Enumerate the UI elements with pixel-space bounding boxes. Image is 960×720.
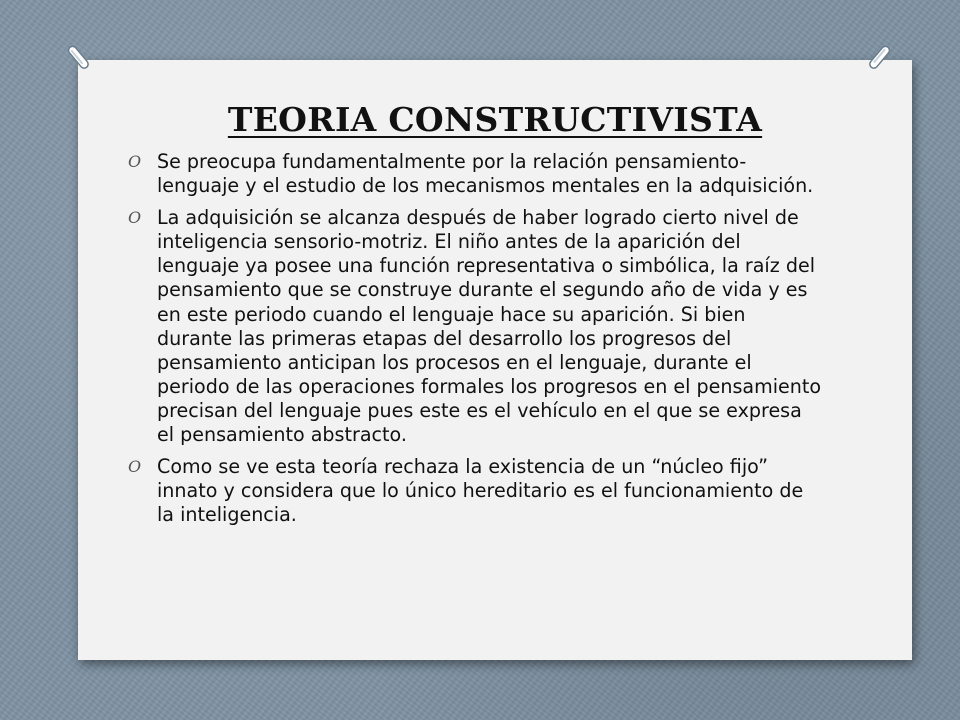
pushpin-icon [864,40,894,80]
bullet-item [124,150,824,198]
bullet-text: La adquisición se alcanza después de haber logrado cierto nivel de inteligencia sensorio-motriz. El niño antes de la aparición del lenguaje ya posee una función representativa o simbólica, la raíz del pensamiento que se construye durante el segundo año de vida y es en este periodo cuando el lenguaje hace su aparición. Si bien durante las primeras etapas del desarrollo los progresos del pensamiento anticipan los procesos en el lenguaje, durante el periodo de las operaciones formales los progresos en el pensamiento precisan del lenguaje pues este es el vehículo en el que se expresa el pensamiento abstracto. [157,206,822,447]
bullet-item [124,455,824,527]
bullet-marker-icon: O [128,152,142,171]
bullet-marker-icon: O [128,457,142,477]
bullet-text: Como se ve esta teoría rechaza la existencia de un “núcleo fijo” innato y considera que lo único hereditario es el funcionamiento de la inteligencia. [157,455,804,527]
bullet-item [124,206,824,447]
pushpin-icon [64,40,94,80]
bullet-text: Se preocupa fundamentalmente por la relación pensamiento-lenguaje y el estudio de los mecanismos mentales en la adquisición. [157,150,814,198]
bullet-list [124,150,824,535]
bullet-marker-icon: O [128,208,142,228]
slide-title: TEORIA CONSTRUCTIVISTA [227,100,763,139]
